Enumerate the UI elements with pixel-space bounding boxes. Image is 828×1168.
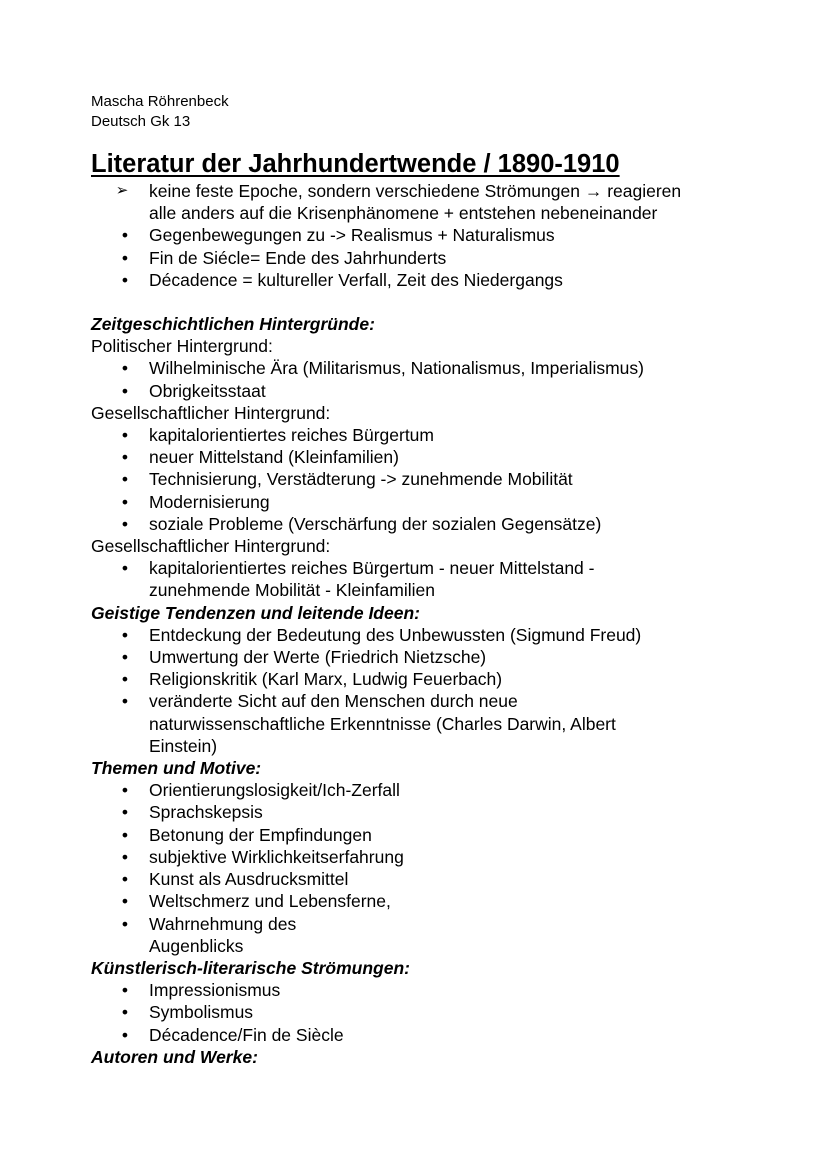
themes-list: [91, 779, 811, 957]
bullet-icon: •: [121, 780, 129, 801]
intro-list: [91, 180, 811, 291]
bullet-icon: •: [121, 1002, 129, 1023]
bullet-icon: •: [121, 380, 129, 401]
list-item: • Kunst als Ausdrucksmittel: [91, 868, 811, 890]
document-body: [91, 180, 811, 1068]
list-item: • Wilhelminische Ära (Militarismus, Nationalismus, Imperialismus): [91, 357, 811, 379]
list-item: ➢ keine feste Epoche, sondern verschiedene Strömungen → reagieren alle anders auf die Krisenphänomene + entstehen nebeneinander: [91, 180, 811, 224]
arrow-bullet-icon: ➢: [115, 182, 129, 199]
section-heading-ideas: Geistige Tendenzen und leitende Ideen:: [91, 602, 420, 623]
list-item: • Technisierung, Verstädterung -> zunehmende Mobilität: [91, 468, 811, 490]
bullet-icon: •: [121, 647, 129, 668]
bullet-icon: •: [121, 491, 129, 512]
social-background-label: Gesellschaftlicher Hintergrund:: [91, 402, 331, 423]
bullet-icon: •: [121, 513, 129, 534]
bullet-icon: •: [121, 846, 129, 867]
bullet-icon: •: [121, 1024, 129, 1045]
list-item: • Impressionismus: [91, 979, 811, 1001]
list-item: • subjektive Wirklichkeitserfahrung: [91, 846, 811, 868]
list-item: • Orientierungslosigkeit/Ich-Zerfall: [91, 779, 811, 801]
list-item: • Décadence = kultureller Verfall, Zeit des Niedergangs: [91, 269, 811, 291]
list-item: • Symbolismus: [91, 1001, 811, 1023]
list-item: • neuer Mittelstand (Kleinfamilien): [91, 446, 811, 468]
bullet-icon: •: [121, 891, 129, 912]
social-list: [91, 424, 811, 535]
list-item: • Modernisierung: [91, 491, 811, 513]
list-item: • kapitalorientiertes reiches Bürgertum: [91, 424, 811, 446]
page-title: Literatur der Jahrhundertwende / 1890-1910: [91, 150, 620, 178]
list-item: • veränderte Sicht auf den Menschen durch neue naturwissenschaftliche Erkenntnisse (Charles Darwin, Albert Einstein): [91, 690, 811, 757]
list-item: • Obrigkeitsstaat: [91, 380, 811, 402]
currents-list: [91, 979, 811, 1046]
bullet-icon: •: [121, 802, 129, 823]
list-item: • Entdeckung der Bedeutung des Unbewussten (Sigmund Freud): [91, 624, 811, 646]
section-heading-currents: Künstlerisch-literarische Strömungen:: [91, 957, 410, 978]
political-list: [91, 357, 811, 401]
list-item: • Wahrnehmung des Augenblicks: [91, 913, 811, 957]
section-heading-themes: Themen und Motive:: [91, 758, 262, 779]
bullet-icon: •: [121, 247, 129, 268]
list-item: • Weltschmerz und Lebensferne,: [91, 890, 811, 912]
ideas-list: [91, 624, 811, 757]
bullet-icon: •: [121, 624, 129, 645]
list-item: • Religionskritik (Karl Marx, Ludwig Feuerbach): [91, 668, 811, 690]
list-item: • Betonung der Empfindungen: [91, 824, 811, 846]
bullet-icon: •: [121, 558, 129, 579]
list-item: • Sprachskepsis: [91, 801, 811, 823]
bullet-icon: •: [121, 980, 129, 1001]
bullet-icon: •: [121, 425, 129, 446]
bullet-icon: •: [121, 869, 129, 890]
list-item: • Fin de Siécle= Ende des Jahrhunderts: [91, 247, 811, 269]
list-item: • kapitalorientiertes reiches Bürgertum - neuer Mittelstand - zunehmende Mobilität - Kleinfamilien: [91, 557, 811, 601]
bullet-icon: •: [121, 358, 129, 379]
section-heading-authors: Autoren und Werke:: [91, 1046, 258, 1067]
social-list-2: [91, 557, 811, 601]
social-background-label-2: Gesellschaftlicher Hintergrund:: [91, 536, 331, 557]
list-item: • Décadence/Fin de Siècle: [91, 1024, 811, 1046]
list-item: • Umwertung der Werte (Friedrich Nietzsche): [91, 646, 811, 668]
document-header: [91, 92, 229, 132]
bullet-icon: •: [121, 447, 129, 468]
bullet-icon: •: [121, 691, 129, 712]
course-label: Deutsch Gk 13: [91, 113, 191, 130]
bullet-icon: •: [121, 469, 129, 490]
bullet-icon: •: [121, 669, 129, 690]
list-item: • Gegenbewegungen zu -> Realismus + Naturalismus: [91, 224, 811, 246]
bullet-icon: •: [121, 269, 129, 290]
bullet-icon: •: [121, 913, 129, 934]
bullet-icon: •: [121, 225, 129, 246]
author-name: Mascha Röhrenbeck: [91, 93, 229, 110]
section-heading-zeit: Zeitgeschichtlichen Hintergründe:: [91, 314, 375, 335]
list-item: • soziale Probleme (Verschärfung der sozialen Gegensätze): [91, 513, 811, 535]
political-background-label: Politischer Hintergrund:: [91, 336, 273, 357]
bullet-icon: •: [121, 824, 129, 845]
